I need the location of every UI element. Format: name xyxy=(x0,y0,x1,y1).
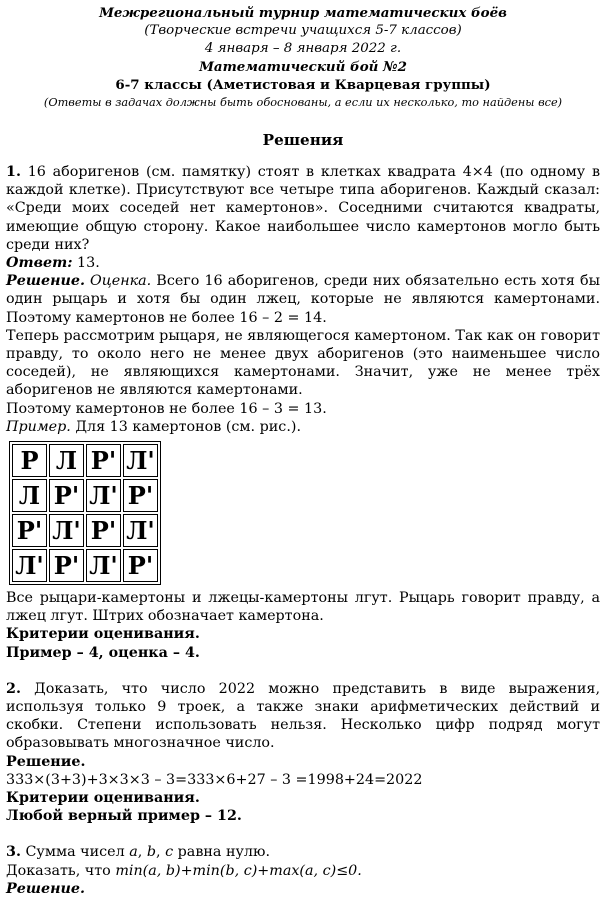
grade-groups: 6-7 классы (Аметистовая и Кварцевая группы) xyxy=(115,77,491,93)
aborigines-grid xyxy=(9,441,161,585)
problem-3-number: 3. xyxy=(6,844,21,861)
grid-row xyxy=(12,514,158,547)
spacer xyxy=(6,825,600,843)
var-b: b xyxy=(146,844,156,861)
grid-cell: Р' xyxy=(86,444,121,477)
problem-1-para2: Теперь рассмотрим рыцаря, не являющегося камертоном. Так как он говорит правду, то около него не менее двух аборигенов (это наименьшее число соседей), не являющихся камертонами. Значит, уже не менее трёх аборигенов не являются камертонами. xyxy=(6,327,600,399)
grid-cell: Л' xyxy=(123,514,158,547)
problem-1-criteria: Пример – 4, оценка – 4. xyxy=(6,644,200,661)
estimate-label: Оценка. xyxy=(84,273,152,290)
spacer xyxy=(6,662,600,680)
problem-1-para3: Поэтому камертонов не более 16 – 3 = 13. xyxy=(6,400,327,417)
tournament-title: Межрегиональный турнир математических боёв xyxy=(99,5,507,21)
grid-cell: Р' xyxy=(123,549,158,582)
prove-formula: min(a, b)+min(b, c)+max(a, c)≤0. xyxy=(115,862,362,879)
problem-1-number: 1. xyxy=(6,164,21,180)
solution-label: Решение. xyxy=(6,273,85,290)
problem-2-number: 2. xyxy=(6,680,21,697)
prove-prefix: Доказать, что xyxy=(6,862,116,879)
grid-cell: Л' xyxy=(86,549,121,582)
tournament-subtitle: (Творческие встречи учащихся 5-7 классов) xyxy=(144,23,462,38)
grid-cell: Р' xyxy=(49,479,84,512)
problem-1-statement xyxy=(6,163,600,254)
comma: , xyxy=(137,844,147,861)
grid-cell: Р' xyxy=(123,479,158,512)
solutions-title: Решения xyxy=(262,131,344,149)
grid-row xyxy=(12,479,158,512)
problem-3-text-b: равна нулю. xyxy=(173,844,270,861)
battle-number: Математический бой №2 xyxy=(199,59,407,75)
grid-cell: Р' xyxy=(49,549,84,582)
grid-cell: Л' xyxy=(49,514,84,547)
document-header xyxy=(6,4,600,112)
problem-1-after-grid: Все рыцари-камертоны и лжецы-камертоны лгут. Рыцарь говорит правду, а лжец лгут. Штрих обозначает камертона. xyxy=(6,590,600,625)
grid-cell: Л xyxy=(12,479,47,512)
example-label: Пример. xyxy=(6,418,71,435)
problem-2-criteria-label: Критерии оценивания. xyxy=(6,790,200,807)
var-c: c xyxy=(165,844,174,861)
problem-2-solution-label: Решение. xyxy=(6,753,86,770)
grid-cell: Р' xyxy=(86,514,121,547)
document-page xyxy=(6,4,600,898)
problem-1-answer xyxy=(6,254,600,272)
grid-cell: Л xyxy=(49,444,84,477)
grid-cell: Л' xyxy=(123,444,158,477)
grid-cell: Л' xyxy=(12,549,47,582)
estimate-text: Всего 16 аборигенов, среди них обязательно есть хотя бы один рыцарь и хотя бы один лжец, которые не являются камертонами. Поэтому камертонов не более 16 – 2 = 14. xyxy=(6,273,601,326)
comma: , xyxy=(156,844,166,861)
problem-2-criteria: Любой верный пример – 12. xyxy=(6,808,242,825)
problem-3-prove xyxy=(6,862,600,880)
var-a: a xyxy=(129,844,138,861)
problem-2-text: Доказать, что число 2022 можно представить в виде выражения, используя только 9 троек, а также знаки арифметических действий и скобки. Степени использовать нельзя. Несколько цифр подряд могут образовывать многозначное число. xyxy=(6,680,600,752)
problem-2-statement xyxy=(6,680,600,753)
tournament-dates: 4 января – 8 января 2022 г. xyxy=(204,41,402,56)
example-text: Для 13 камертонов (см. рис.). xyxy=(70,418,301,435)
problem-1-example xyxy=(6,418,600,436)
answers-note: (Ответы в задачах должны быть обоснованы, а если их несколько, то найдены все) xyxy=(43,96,563,109)
problem-3-statement xyxy=(6,843,600,861)
problem-3-solution-label: Решение. xyxy=(6,880,85,897)
grid-cell: Р xyxy=(12,444,47,477)
problem-1-estimate xyxy=(6,272,600,327)
answer-label: Ответ: xyxy=(6,255,73,272)
grid-cell: Р' xyxy=(12,514,47,547)
problem-1-criteria-label: Критерии оценивания. xyxy=(6,626,200,643)
problem-2-solution: 333×(3+3)+3×3×3 – 3=333×6+27 – 3 =1998+24=2022 xyxy=(6,771,423,788)
problem-3-text-a: Сумма чисел xyxy=(20,844,130,861)
grid-cell: Л' xyxy=(86,479,121,512)
answer-value: 13. xyxy=(72,255,100,272)
grid-row xyxy=(12,444,158,477)
grid-row xyxy=(12,549,158,582)
problem-1-text: 16 аборигенов (см. памятку) стоят в клетках квадрата 4×4 (по одному в каждой клетке). Присутствуют все четыре типа аборигенов. Каждый сказал: «Среди моих соседей нет камертонов». Соседними считаются квадраты, имеющие общую сторону. Какое наибольшее число камертонов могло быть среди них? xyxy=(6,164,600,253)
